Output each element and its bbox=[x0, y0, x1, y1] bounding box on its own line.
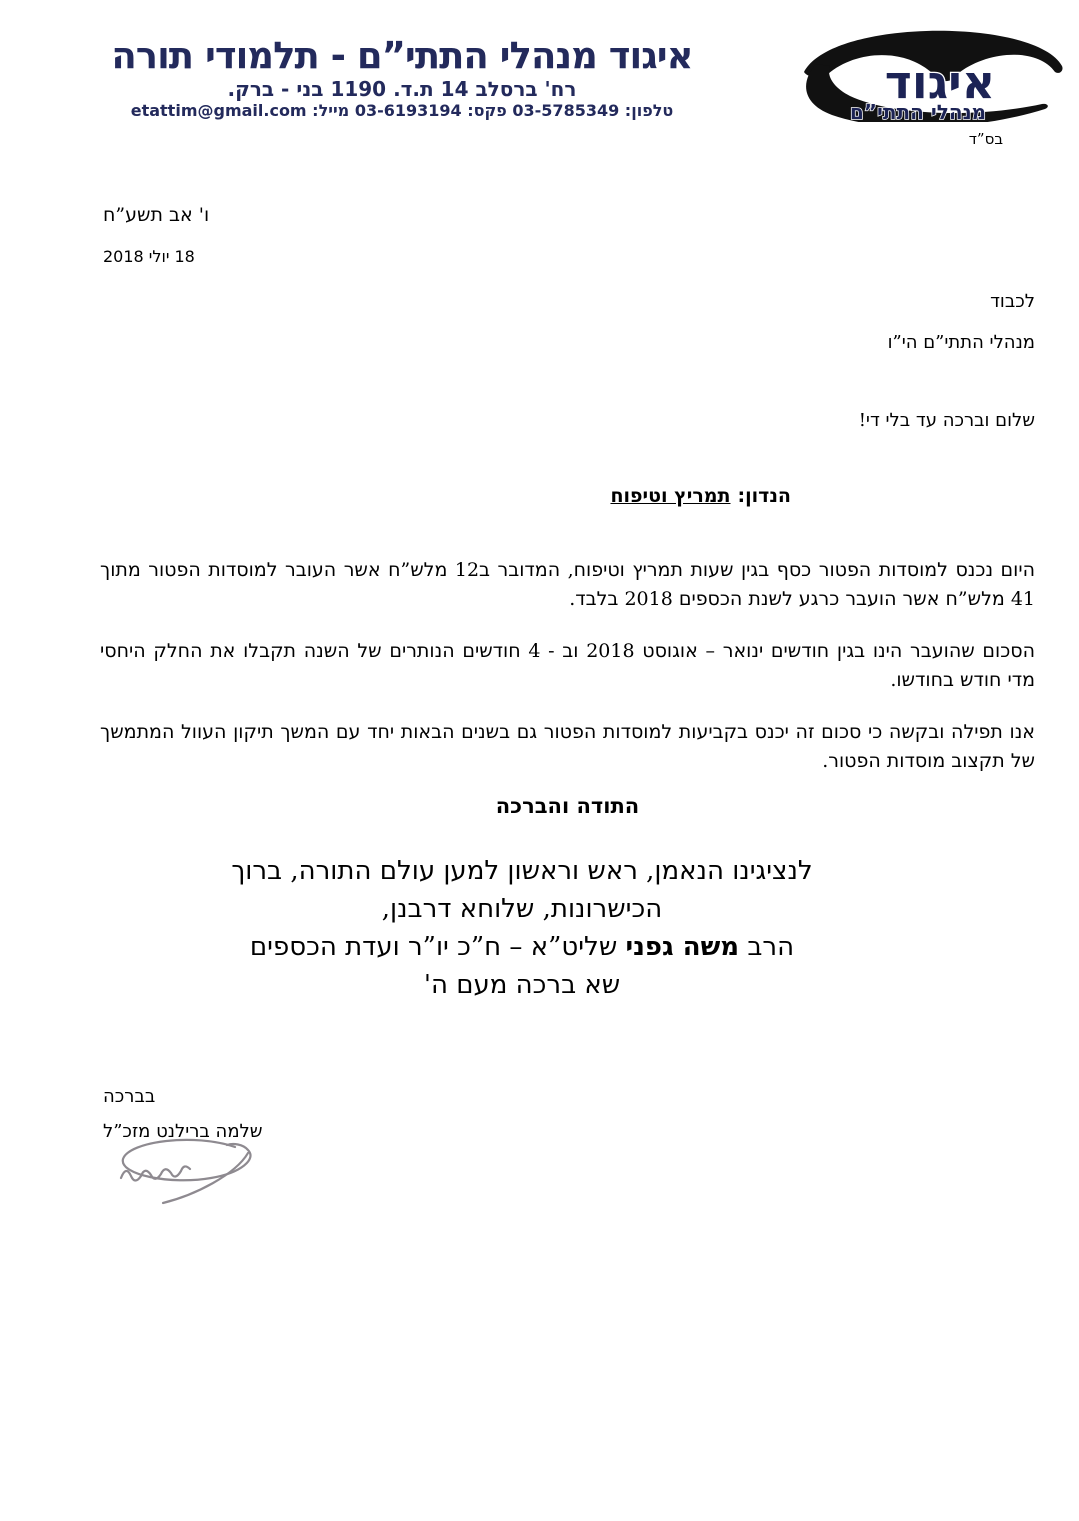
logo-name: איגוד bbox=[884, 55, 996, 109]
body-paragraph: היום נכנס למוסדות הפטור כסף בגין שעות תמריץ וטיפוח, המדובר ב12 מלש”ח אשר העובר למוסדות הפטור מתוך 41 מלש”ח אשר הועבר כרגע לשנת הכספים 2018 בלבד. bbox=[100, 559, 1035, 610]
crescent-book-icon bbox=[798, 12, 1070, 122]
logo-subtitle: מנהלי התתי”ם bbox=[849, 100, 987, 122]
tribute-line3-pre: הרב bbox=[739, 932, 795, 962]
hebrew-date: ו' אב תשע”ח bbox=[103, 204, 210, 226]
handwritten-signature-icon bbox=[85, 1131, 257, 1213]
signer-name: שלמה ברילנט מזכ”ל bbox=[103, 1121, 263, 1142]
bsd-mark: בס”ד bbox=[968, 130, 1003, 148]
tribute-line3-post: שליט”א – ח”כ יו”ר ועדת הכספים bbox=[249, 932, 626, 962]
org-address: רח' ברסלב 14 ת.ד. 1190 בני - ברק. bbox=[227, 77, 577, 101]
tribute-line: הכישרונות, שלוחא דרבנן, bbox=[381, 894, 663, 924]
letter-body bbox=[100, 556, 1035, 799]
body-paragraph: הסכום שהועבר הינו בגין חודשים ינואר – אוגוסט 2018 וב - 4 חודשים הנותרים של השנה תקבלו את החלק היחסי מדי חודש בחודשו. bbox=[100, 640, 1035, 691]
thanks-heading: התודה והברכה bbox=[495, 794, 640, 818]
subject-line bbox=[610, 485, 791, 507]
recipient-label: לכבוד bbox=[990, 291, 1035, 312]
greeting-line: שלום וברכה עד בלי די! bbox=[858, 410, 1035, 431]
tribute-line: שא ברכה מעם ה' bbox=[423, 970, 621, 1000]
org-contact: טלפון: 03-5785349 פקס: 03-6193194 מייל: etattim@gmail.com bbox=[130, 101, 674, 120]
signature-closing: בברכה bbox=[103, 1086, 156, 1107]
org-logo bbox=[798, 12, 1070, 122]
subject-label: הנדון: bbox=[737, 485, 791, 507]
tribute-line bbox=[55, 928, 989, 966]
recipient-name: מנהלי התתי”ם הי”ו bbox=[887, 332, 1035, 353]
subject-title: תמריץ וטיפוח bbox=[610, 485, 731, 507]
body-paragraph: אנו תפילה ובקשה כי סכום זה יכנס בקביעות למוסדות הפטור גם בשנים הבאות יחד עם המשך תיקון העוול המתמשך של תקצוב מוסדות הפטור. bbox=[100, 721, 1035, 772]
org-title: איגוד מנהלי התתי”ם - תלמודי תורה bbox=[111, 34, 693, 77]
letterhead bbox=[8, 34, 796, 121]
tribute-line3-name: משה גפני bbox=[625, 932, 740, 962]
gregorian-date: 18 יולי 2018 bbox=[103, 247, 195, 266]
tribute-line: לנציגינו הנאמן, ראש וראשון למען עולם התורה, ברוך bbox=[231, 856, 813, 886]
tribute-block bbox=[55, 852, 989, 1004]
